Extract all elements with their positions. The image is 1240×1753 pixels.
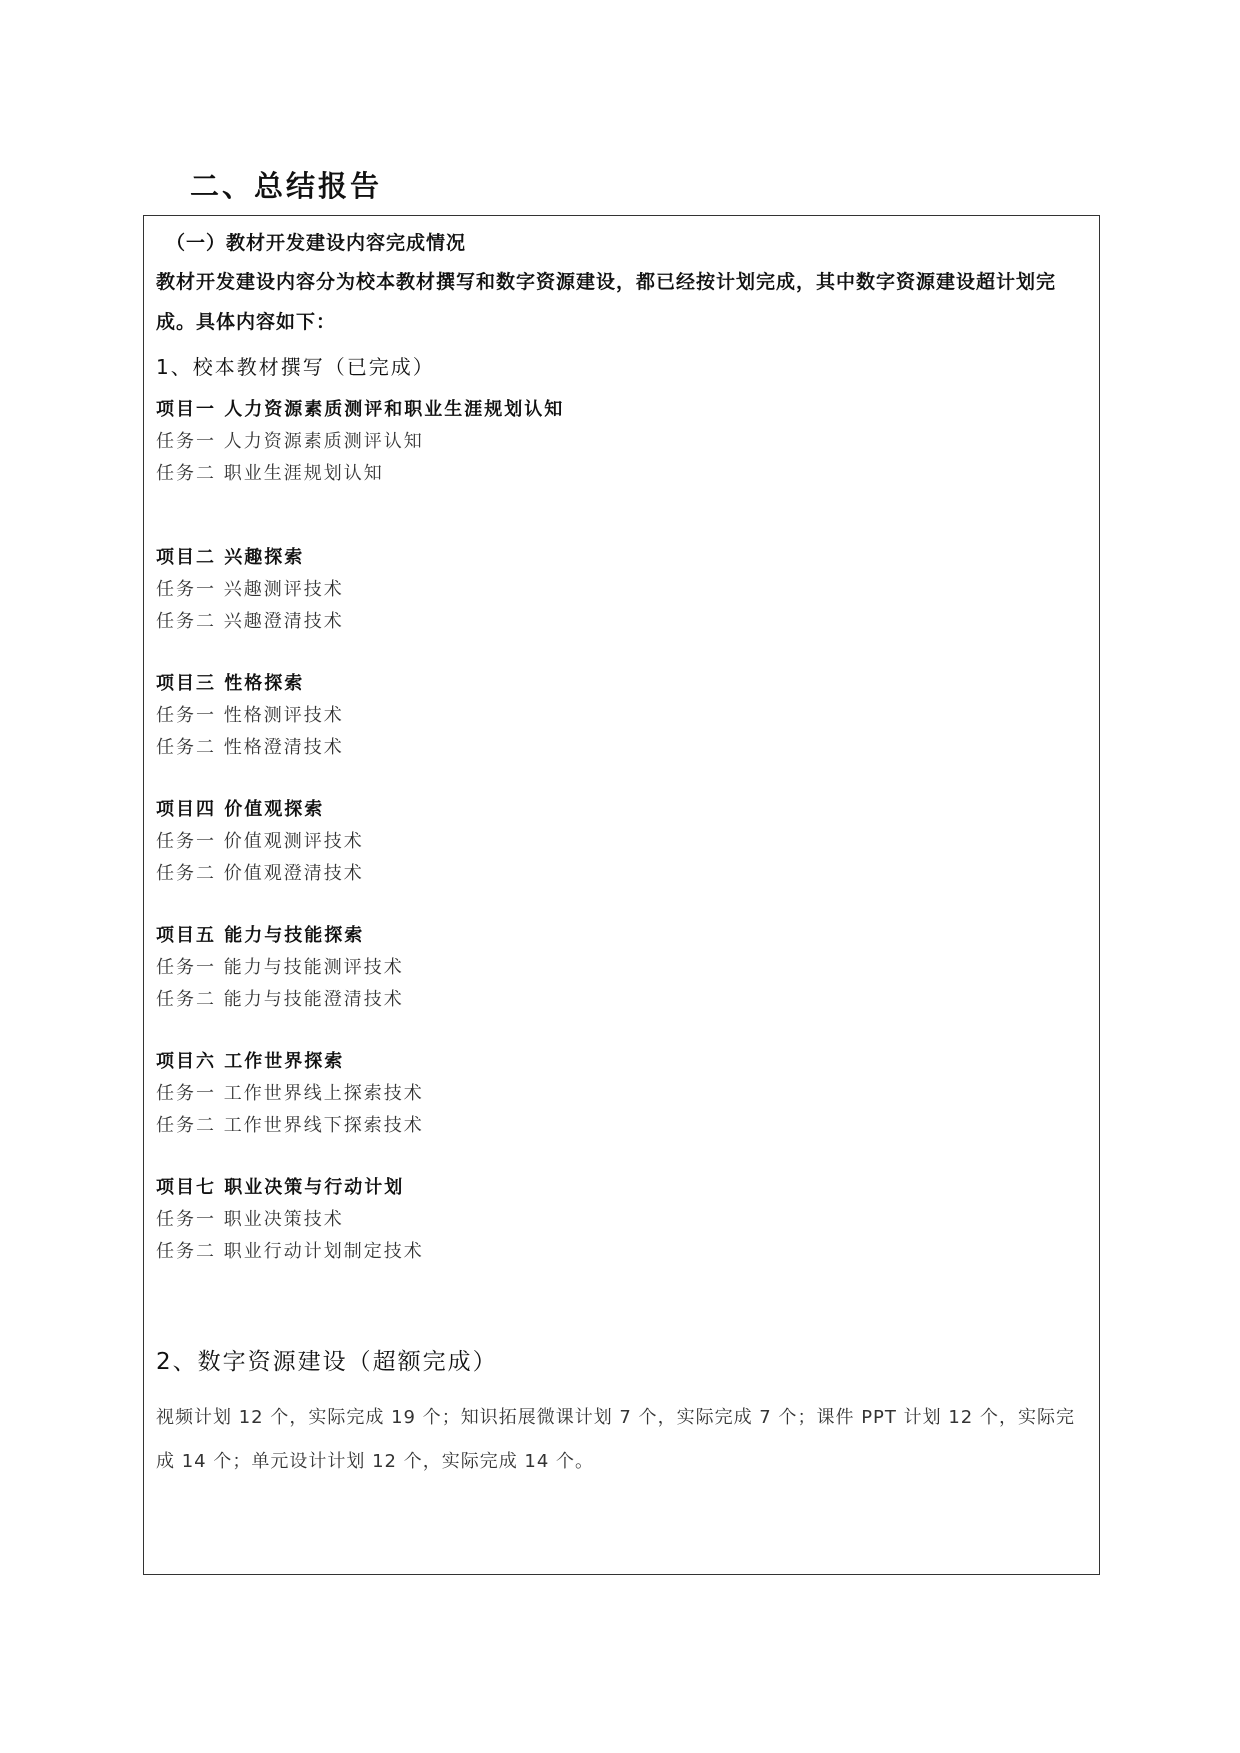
task-item: 任务一 价值观测评技术 [156,831,364,852]
project-title: 项目三 性格探索 [156,673,305,694]
digital-resources-paragraph: 视频计划 12 个，实际完成 19 个；知识拓展微课计划 7 个，实际完成 7 个；课件 PPT 计划 12 个，实际完成 14 个；单元设计计划 12 个，实际完成 14 个。 [156,1407,1075,1472]
task-item: 任务二 价值观澄清技术 [156,863,364,884]
project-title: 项目七 职业决策与行动计划 [156,1177,405,1198]
project-2 [156,542,1091,638]
textbook-heading: 1、校本教材撰写（已完成） [156,355,435,379]
project-1 [156,394,1091,490]
project-6 [156,1046,1091,1142]
project-5 [156,920,1091,1016]
project-3 [156,668,1091,764]
task-item: 任务一 职业决策技术 [156,1209,344,1230]
task-item: 任务一 兴趣测评技术 [156,579,344,600]
intro-paragraph: 教材开发建设内容分为校本教材撰写和数字资源建设，都已经按计划完成，其中数字资源建设超计划完成。具体内容如下： [156,271,1057,333]
section-title: （一）教材开发建设内容完成情况 [166,232,467,254]
report-content [156,226,1091,1484]
page-heading: 二、总结报告 [190,169,383,203]
project-title: 项目六 工作世界探索 [156,1051,345,1072]
task-item: 任务一 性格测评技术 [156,705,344,726]
task-item: 任务一 人力资源素质测评认知 [156,431,424,452]
task-item: 任务二 能力与技能澄清技术 [156,989,404,1010]
task-item: 任务一 工作世界线上探索技术 [156,1083,424,1104]
task-item: 任务二 性格澄清技术 [156,737,344,758]
digital-resources-heading: 2、数字资源建设（超额完成） [156,1349,498,1375]
project-title: 项目一 人力资源素质测评和职业生涯规划认知 [156,399,565,420]
project-4 [156,794,1091,890]
task-item: 任务二 职业生涯规划认知 [156,463,384,484]
task-item: 任务二 职业行动计划制定技术 [156,1241,424,1262]
project-title: 项目二 兴趣探索 [156,547,305,568]
task-item: 任务二 工作世界线下探索技术 [156,1115,424,1136]
task-item: 任务二 兴趣澄清技术 [156,611,344,632]
task-item: 任务一 能力与技能测评技术 [156,957,404,978]
project-title: 项目四 价值观探索 [156,799,325,820]
project-7 [156,1172,1091,1268]
project-title: 项目五 能力与技能探索 [156,925,365,946]
